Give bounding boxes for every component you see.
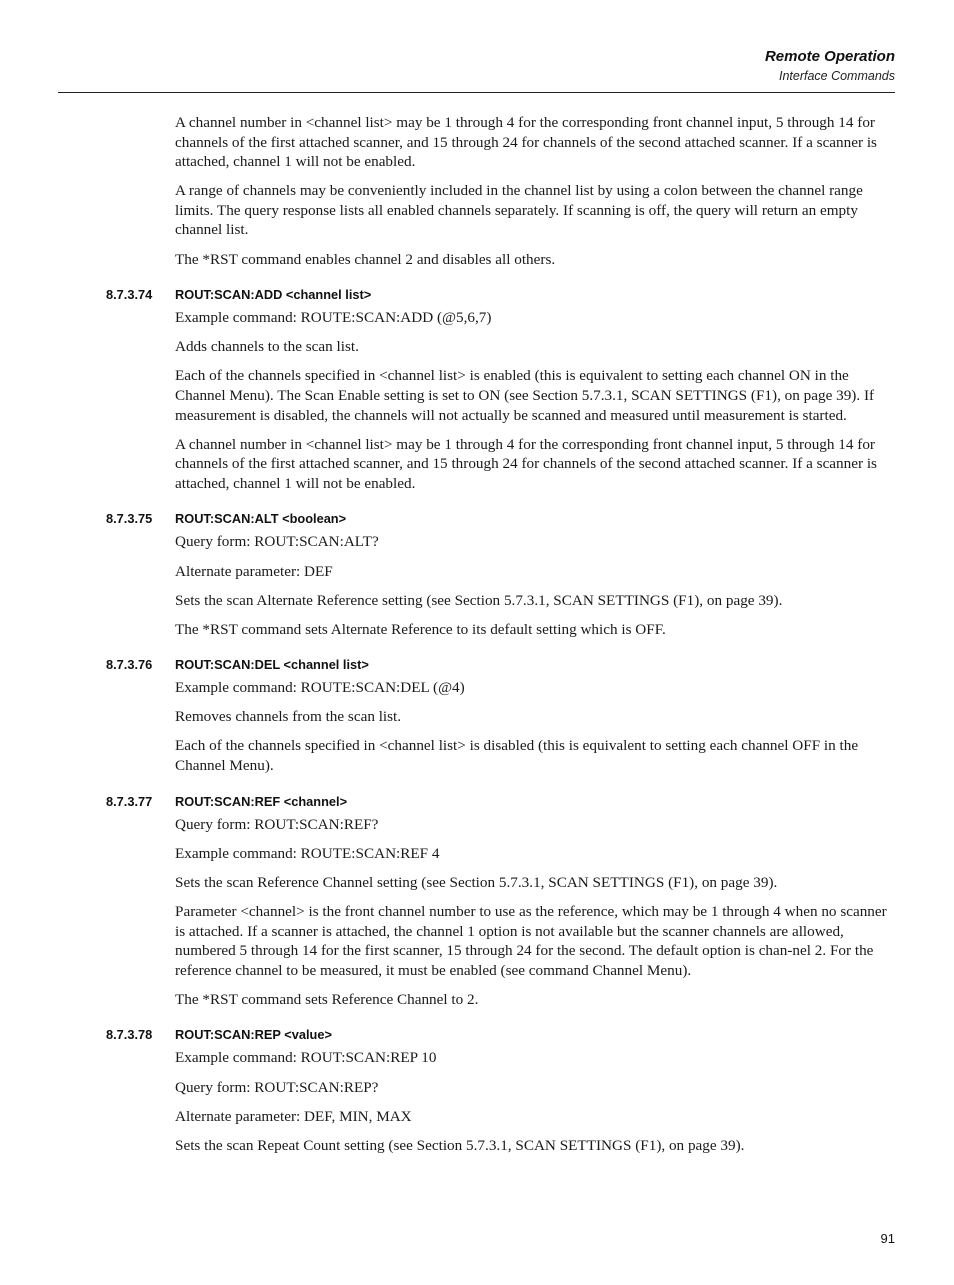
section-paragraph: Each of the channels specified in <channel list> is disabled (this is equivalent to setting each channel OFF in the Channel Menu). — [175, 737, 859, 775]
section-title: ROUT:SCAN:DEL <channel list> — [175, 657, 369, 673]
section-paragraph: The *RST command sets Alternate Reference to its default setting which is OFF. — [175, 620, 666, 638]
section-number: 8.7.3.76 — [106, 657, 153, 673]
section-rout-scan-add — [106, 286, 897, 493]
section-title: ROUT:SCAN:REF <channel> — [175, 793, 348, 809]
section-paragraph: Alternate parameter: DEF, MIN, MAX — [175, 1107, 412, 1125]
intro-paragraph: A range of channels may be conveniently included in the channel list by using a colon between the channel range limits. The query response lists all enabled channels separately. If scanning is off, the query will return an empty channel list. — [175, 182, 863, 239]
intro-paragraph: The *RST command enables channel 2 and disables all others. — [175, 250, 556, 268]
section-paragraph: Sets the scan Repeat Count setting (see Section 5.7.3.1, SCAN SETTINGS (F1), on page 39). — [175, 1136, 745, 1154]
section-paragraph: Adds channels to the scan list. — [175, 338, 359, 356]
section-number: 8.7.3.75 — [106, 511, 153, 527]
section-rout-scan-rep — [106, 1026, 897, 1155]
section-rout-scan-ref — [106, 793, 897, 1010]
section-title: ROUT:SCAN:ALT <boolean> — [175, 511, 347, 527]
section-paragraph: Each of the channels specified in <channel list> is enabled (this is equivalent to setting each channel ON in the Channel Menu). The Scan Enable setting is set to ON (see Section 5.7.3.1, SCAN SETTINGS (F1), on page 39). If measurement is disabled, the channels will not actually be scanned and measured until measurement is started. — [175, 367, 875, 424]
section-paragraph: The *RST command sets Reference Channel to 2. — [175, 990, 479, 1008]
page-number: 91 — [880, 1231, 895, 1246]
section-paragraph: Removes channels from the scan list. — [175, 708, 402, 726]
section-paragraph: Query form: ROUT:SCAN:ALT? — [175, 533, 379, 551]
page-body — [106, 113, 897, 1165]
header-subtitle: Interface Commands — [778, 69, 895, 83]
section-paragraph: Example command: ROUTE:SCAN:DEL (@4) — [175, 679, 465, 697]
section-number: 8.7.3.74 — [106, 287, 153, 303]
section-paragraph: Query form: ROUT:SCAN:REP? — [175, 1078, 379, 1096]
section-paragraph: Parameter <channel> is the front channel number to use as the reference, which may be 1 through 4 when no scanner is attached. If a scanner is attached, the channel 1 option is not available but the scanner channels are allowed, numbered 5 through 14 for the first scanner, 15 through 24 for the second. The default option is chan-nel 2. For the reference channel to be measured, it must be enabled (see command Channel Menu). — [175, 902, 887, 979]
section-paragraph: Sets the scan Reference Channel setting (see Section 5.7.3.1, SCAN SETTINGS (F1), on page 39). — [175, 873, 778, 891]
section-heading — [106, 286, 897, 304]
section-paragraph: Alternate parameter: DEF — [175, 562, 333, 580]
section-title: ROUT:SCAN:ADD <channel list> — [175, 287, 372, 303]
section-rout-scan-del — [106, 656, 897, 775]
section-heading — [106, 1026, 897, 1044]
section-paragraph: Example command: ROUTE:SCAN:REF 4 — [175, 844, 440, 862]
section-rout-scan-alt — [106, 510, 897, 639]
section-heading — [106, 510, 897, 528]
section-paragraph: Example command: ROUT:SCAN:REP 10 — [175, 1049, 437, 1067]
section-paragraph: A channel number in <channel list> may be 1 through 4 for the corresponding front channel input, 5 through 14 for channels of the first attached scanner, and 15 through 24 for channels of the second attached scanner. If a scanner is attached, channel 1 will not be enabled. — [175, 435, 877, 492]
section-paragraph: Sets the scan Alternate Reference setting (see Section 5.7.3.1, SCAN SETTINGS (F1), on page 39). — [175, 591, 783, 609]
section-paragraph: Query form: ROUT:SCAN:REF? — [175, 815, 379, 833]
intro-block — [175, 113, 897, 269]
section-paragraph: Example command: ROUTE:SCAN:ADD (@5,6,7) — [175, 309, 492, 327]
intro-paragraph: A channel number in <channel list> may be 1 through 4 for the corresponding front channel input, 5 through 14 for channels of the first attached scanner, and 15 through 24 for channels of the second attached scanner. If a scanner is attached, channel 1 will not be enabled. — [175, 114, 877, 171]
section-number: 8.7.3.77 — [106, 793, 153, 809]
section-title: ROUT:SCAN:REP <value> — [175, 1027, 332, 1043]
section-heading — [106, 656, 897, 674]
header-title: Remote Operation — [764, 48, 895, 65]
section-heading — [106, 793, 897, 811]
header-divider — [58, 92, 895, 93]
section-number: 8.7.3.78 — [106, 1027, 153, 1043]
